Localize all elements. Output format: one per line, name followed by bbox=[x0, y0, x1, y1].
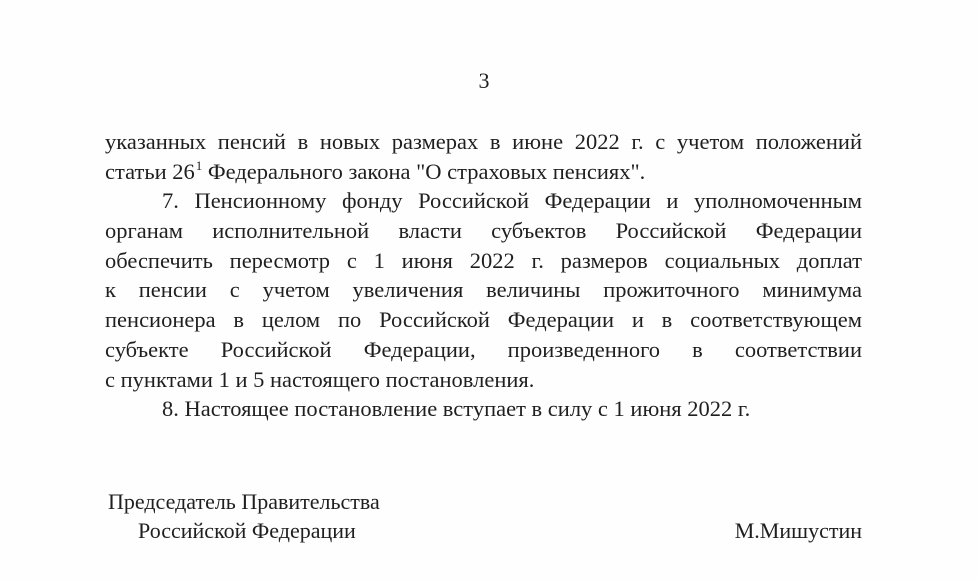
paragraph-7-line: к пенсии с учетом увеличения величины прожиточного минимума bbox=[105, 277, 862, 303]
paragraph-7-line: органам исполнительной власти субъектов Российской Федерации bbox=[105, 218, 862, 244]
paragraph-7-line: обеспечить пересмотр с 1 июня 2022 г. размеров социальных доплат bbox=[105, 247, 862, 273]
text-line: указанных пенсий в новых размерах в июне 2022 г. с учетом положений bbox=[105, 129, 862, 154]
document-body bbox=[105, 127, 862, 424]
signatory-title-line2: Российской Федерации bbox=[138, 518, 356, 543]
signatory-title-line1: Председатель Правительства bbox=[108, 489, 380, 514]
text-fragment: статьи 26 bbox=[105, 158, 195, 184]
text-line-with-superscript bbox=[105, 157, 862, 187]
paragraph-8: 8. Настоящее постановление вступает в силу с 1 июня 2022 г. bbox=[162, 396, 751, 422]
signatory-title bbox=[108, 487, 380, 545]
text-fragment: Федерального закона "О страховых пенсиях". bbox=[202, 158, 646, 184]
paragraph-7-line: с пунктами 1 и 5 настоящего постановления. bbox=[105, 366, 535, 392]
paragraph-7-line: пенсионера в целом по Российской Федерации и в соответствующем bbox=[105, 307, 862, 333]
signatory-name: М.Мишустин bbox=[734, 518, 862, 543]
superscript: 1 bbox=[195, 157, 203, 173]
paragraph-7-line: субъекте Российской Федерации, произведенного в соответствии bbox=[105, 336, 862, 362]
page-number: 3 bbox=[478, 68, 490, 93]
paragraph-7-line: 7. Пенсионному фонду Российской Федерации и уполномоченным bbox=[162, 188, 862, 214]
